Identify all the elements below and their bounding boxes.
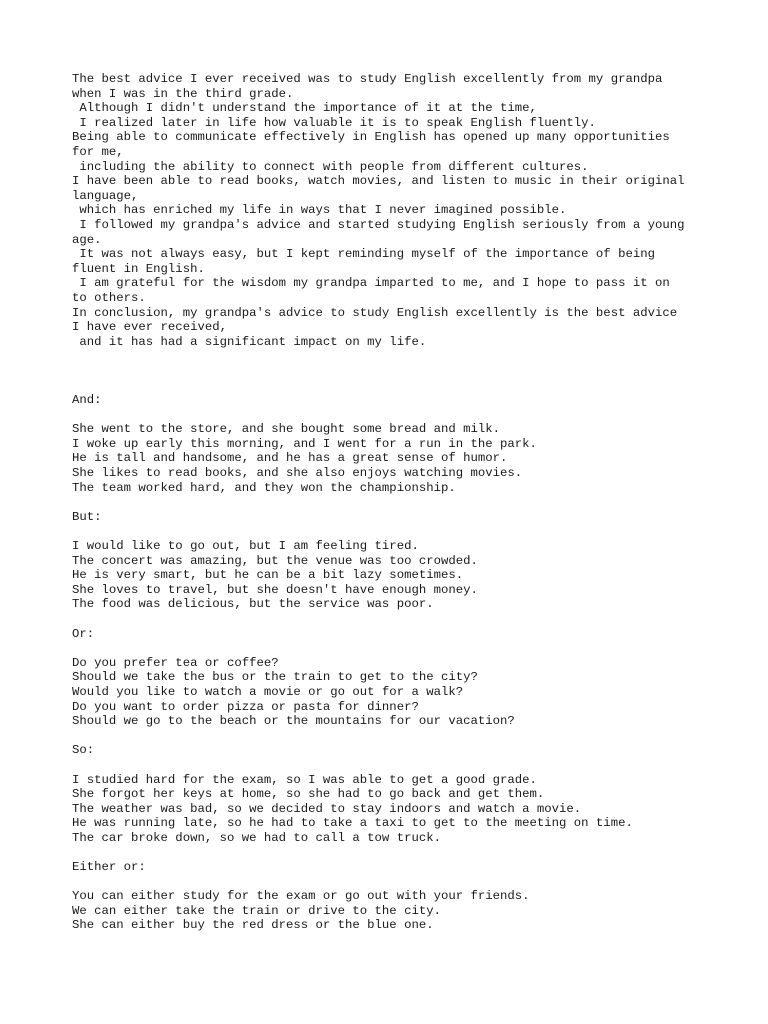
text-line: The concert was amazing, but the venue was too crowded. — [72, 553, 478, 568]
text-line: language, — [72, 188, 139, 203]
text-line: The car broke down, so we had to call a tow truck. — [72, 830, 441, 845]
blank-line — [72, 845, 732, 860]
text-line: Should we go to the beach or the mountains for our vacation? — [72, 714, 515, 729]
text-line: She can either buy the red dress or the blue one. — [72, 918, 434, 933]
text-line: to others. — [72, 290, 146, 305]
text-line: I am grateful for the wisdom my grandpa imparted to me, and I hope to pass it on — [72, 276, 670, 291]
text-line: when I was in the third grade. — [72, 86, 294, 101]
blank-line — [72, 641, 732, 656]
text-line: Or: — [72, 626, 95, 641]
text-line: Do you prefer tea or coffee? — [72, 655, 279, 670]
text-line: fluent in English. — [72, 261, 205, 276]
blank-line — [72, 349, 732, 364]
document-page — [72, 72, 732, 933]
text-line: He is very smart, but he can be a bit lazy sometimes. — [72, 568, 464, 583]
text-line: She likes to read books, and she also enjoys watching movies. — [72, 466, 523, 481]
text-line: Being able to communicate effectively in English has opened up many opportunities — [72, 130, 670, 145]
blank-line — [72, 408, 732, 423]
text-line: And: — [72, 393, 102, 408]
text-line: The weather was bad, so we decided to stay indoors and watch a movie. — [72, 801, 582, 816]
text-line: I studied hard for the exam, so I was able to get a good grade. — [72, 772, 537, 787]
text-line: She forgot her keys at home, so she had to go back and get them. — [72, 787, 545, 802]
text-line: The food was delicious, but the service was poor. — [72, 597, 434, 612]
blank-line — [72, 612, 732, 627]
text-line: She loves to travel, but she doesn't have enough money. — [72, 582, 478, 597]
text-line: Should we take the bus or the train to get to the city? — [72, 670, 478, 685]
text-line: In conclusion, my grandpa's advice to study English excellently is the best advice — [72, 305, 678, 320]
text-line: for me, — [72, 144, 124, 159]
text-line: She went to the store, and she bought some bread and milk. — [72, 422, 501, 437]
text-line: I realized later in life how valuable it is to speak English fluently. — [72, 115, 596, 130]
text-line: age. — [72, 232, 102, 247]
text-line: It was not always easy, but I kept reminding myself of the importance of being — [72, 247, 655, 262]
text-line: which has enriched my life in ways that I never imagined possible. — [72, 203, 567, 218]
blank-line — [72, 729, 732, 744]
text-line: I followed my grandpa's advice and started studying English seriously from a young — [72, 217, 685, 232]
text-line: Although I didn't understand the importance of it at the time, — [72, 101, 537, 116]
text-line: He is tall and handsome, and he has a great sense of humor. — [72, 451, 508, 466]
text-line: But: — [72, 509, 102, 524]
blank-line — [72, 758, 732, 773]
text-line: Do you want to order pizza or pasta for dinner? — [72, 699, 419, 714]
text-line: Would you like to watch a movie or go out for a walk? — [72, 684, 464, 699]
text-line: I have been able to read books, watch movies, and listen to music in their original — [72, 174, 685, 189]
text-line: I have ever received, — [72, 320, 227, 335]
text-line: The team worked hard, and they won the championship. — [72, 480, 456, 495]
blank-line — [72, 524, 732, 539]
blank-line — [72, 364, 732, 379]
text-line: including the ability to connect with people from different cultures. — [72, 159, 589, 174]
text-line: You can either study for the exam or go out with your friends. — [72, 889, 530, 904]
blank-line — [72, 495, 732, 510]
text-line: Either or: — [72, 860, 146, 875]
text-line: He was running late, so he had to take a taxi to get to the meeting on time. — [72, 816, 633, 831]
text-line: I woke up early this morning, and I went for a run in the park. — [72, 436, 537, 451]
text-line: The best advice I ever received was to study English excellently from my grandpa — [72, 72, 663, 86]
text-line: and it has had a significant impact on my life. — [72, 334, 427, 349]
blank-line — [72, 378, 732, 393]
text-line: We can either take the train or drive to the city. — [72, 903, 441, 918]
blank-line — [72, 875, 732, 890]
text-line: I would like to go out, but I am feeling tired. — [72, 539, 419, 553]
text-line: So: — [72, 743, 95, 758]
